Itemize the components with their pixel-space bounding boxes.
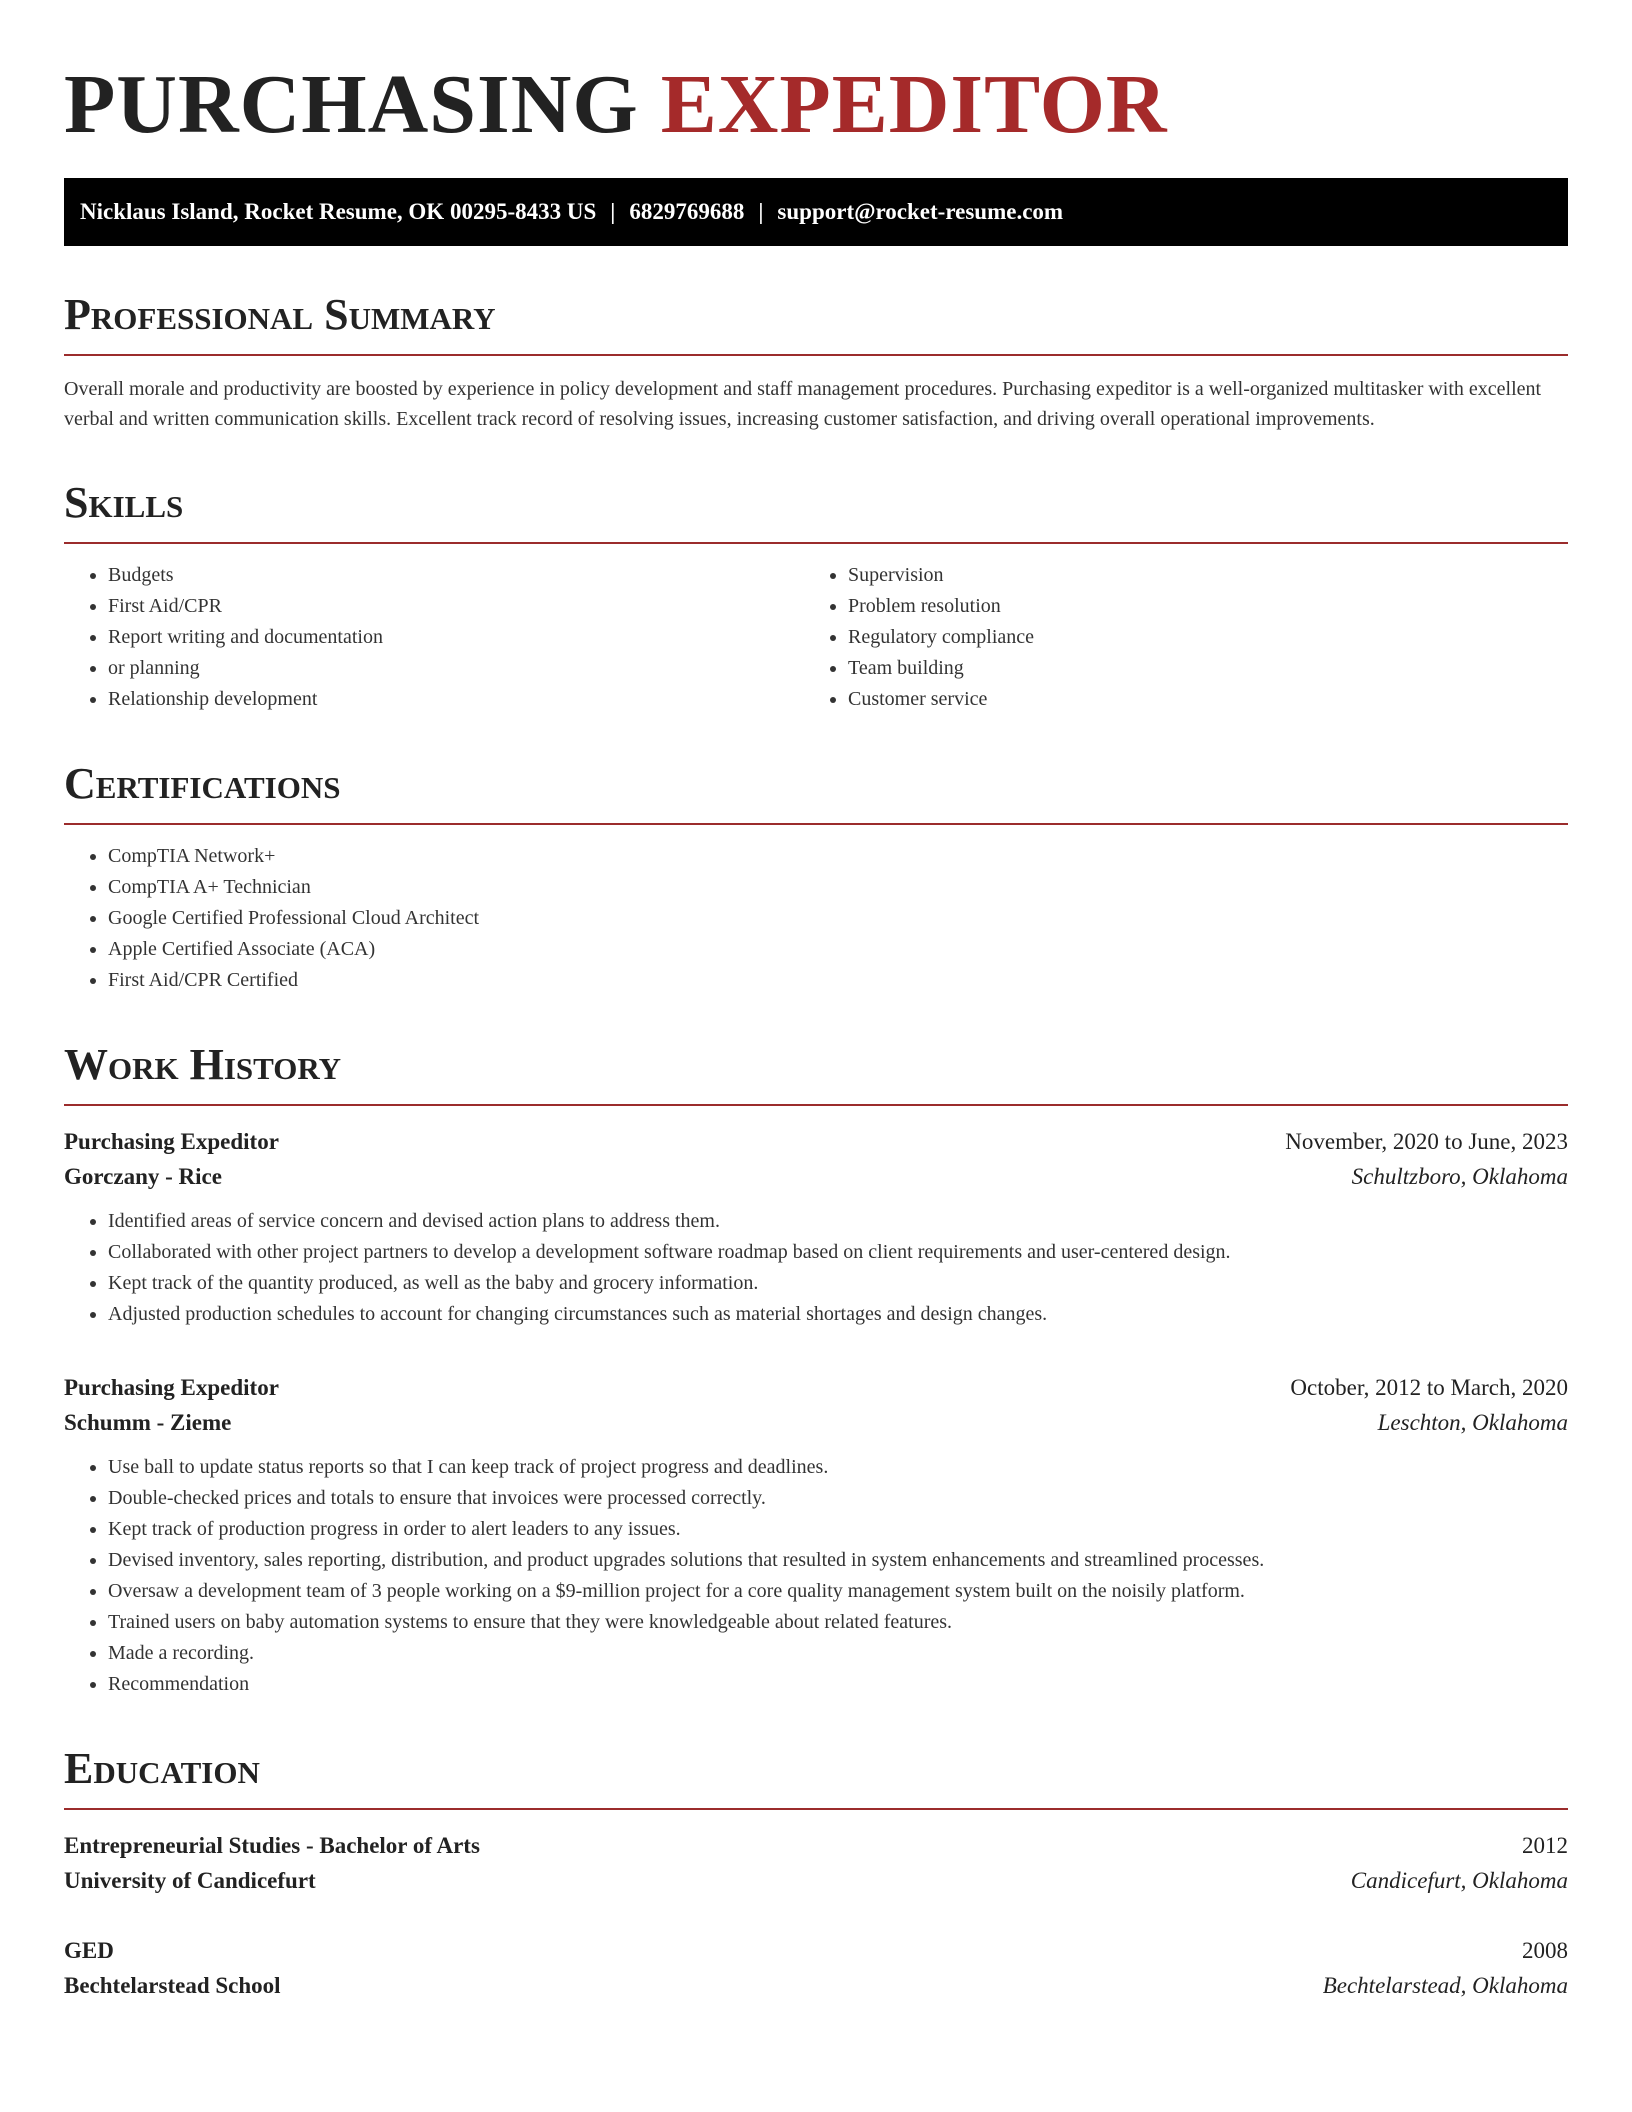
skills-list-right: [804, 560, 1544, 715]
contact-bar: [64, 178, 1568, 246]
skill-item: • Report writing and documentation: [108, 622, 804, 653]
title-first-word: PURCHASING: [64, 58, 639, 151]
title-second-word: EXPEDITOR: [660, 58, 1168, 151]
education-school-row: [64, 1863, 1568, 1898]
education-year: 2012: [1522, 1833, 1568, 1858]
job-company: Gorczany - Rice: [64, 1164, 222, 1189]
contact-email: support@rocket-resume.com: [777, 199, 1064, 224]
skill-item: • Supervision: [848, 560, 1544, 591]
job-bullet: • Collaborated with other project partners to develop a development software roadmap based on client requirements and user-centered design.: [108, 1237, 1568, 1268]
skill-item: • Customer service: [848, 684, 1544, 715]
skill-item: • Relationship development: [108, 684, 804, 715]
job-dates: October, 2012 to March, 2020: [1290, 1375, 1568, 1400]
education-heading: Education: [64, 1744, 1568, 1810]
certifications-heading: Certifications: [64, 759, 1568, 825]
education-degree: Entrepreneurial Studies - Bachelor of Arts: [64, 1833, 480, 1858]
job-bullet: • Double-checked prices and totals to ensure that invoices were processed correctly.: [108, 1483, 1568, 1514]
job-title-row: [64, 1370, 1568, 1405]
skill-item: • Team building: [848, 653, 1544, 684]
job-bullets: [64, 1452, 1568, 1700]
education-section: [64, 1744, 1568, 2003]
certification-item: • CompTIA A+ Technician: [108, 872, 1568, 903]
work-history-heading: Work History: [64, 1040, 1568, 1106]
skill-item: • Budgets: [108, 560, 804, 591]
job-bullet: • Identified areas of service concern and devised action plans to address them.: [108, 1206, 1568, 1237]
job-company-row: [64, 1405, 1568, 1440]
education-degree-row: [64, 1933, 1568, 1968]
job-bullet: • Recommendation: [108, 1669, 1568, 1700]
work-history-section: [64, 1040, 1568, 1700]
job-bullet: • Kept track of production progress in order to alert leaders to any issues.: [108, 1514, 1568, 1545]
certifications-section: [64, 759, 1568, 996]
education-location: Candicefurt, Oklahoma: [1350, 1868, 1568, 1893]
education-degree: GED: [64, 1938, 114, 1963]
job-title: Purchasing Expeditor: [64, 1129, 279, 1154]
education-year: 2008: [1522, 1938, 1568, 1963]
job-bullet: • Made a recording.: [108, 1638, 1568, 1669]
certification-item: • CompTIA Network+: [108, 841, 1568, 872]
contact-phone: 6829769688: [629, 199, 745, 224]
job-bullet: • Adjusted production schedules to account for changing circumstances such as material shortages and design changes.: [108, 1299, 1568, 1330]
summary-text: Overall morale and productivity are boosted by experience in policy development and staff management procedures. Purchasing expeditor is a well-organized multitasker with excellent verbal and written communication skills. Excellent track record of resolving issues, increasing customer satisfaction, and driving overall operational improvements.: [64, 378, 1542, 430]
skills-section: [64, 478, 1568, 715]
education-school: University of Candicefurt: [64, 1868, 316, 1893]
job-bullet: • Trained users on baby automation systems to ensure that they were knowledgeable about related features.: [108, 1607, 1568, 1638]
job-bullet: • Devised inventory, sales reporting, distribution, and product upgrades solutions that resulted in system enhancements and streamlined processes.: [108, 1545, 1568, 1576]
skills-list-left: [64, 560, 804, 715]
education-location: Bechtelarstead, Oklahoma: [1322, 1973, 1568, 1998]
certifications-list: [64, 841, 1568, 996]
job-entry: [64, 1370, 1568, 1700]
contact-separator: |: [610, 199, 616, 224]
certification-item: • First Aid/CPR Certified: [108, 965, 1568, 996]
job-bullet: • Oversaw a development team of 3 people working on a $9-million project for a core quality management system built on the noisily platform.: [108, 1576, 1568, 1607]
job-entry: [64, 1124, 1568, 1330]
job-company: Schumm - Zieme: [64, 1410, 232, 1435]
summary-section: [64, 290, 1568, 434]
education-school-row: [64, 1968, 1568, 2003]
summary-heading: Professional Summary: [64, 290, 1568, 356]
contact-address: Nicklaus Island, Rocket Resume, OK 00295-8433 US: [80, 199, 597, 224]
skill-item: • or planning: [108, 653, 804, 684]
education-entry: [64, 1933, 1568, 2003]
skill-item: • Problem resolution: [848, 591, 1544, 622]
job-bullet: • Kept track of the quantity produced, as well as the baby and grocery information.: [108, 1268, 1568, 1299]
job-bullet: • Use ball to update status reports so that I can keep track of project progress and deadlines.: [108, 1452, 1568, 1483]
education-entry: [64, 1828, 1568, 1898]
certification-item: • Apple Certified Associate (ACA): [108, 934, 1568, 965]
skills-grid: [64, 544, 1568, 715]
job-title-row: [64, 1124, 1568, 1159]
skill-item: • Regulatory compliance: [848, 622, 1544, 653]
job-company-row: [64, 1159, 1568, 1194]
skills-heading: Skills: [64, 478, 1568, 544]
education-degree-row: [64, 1828, 1568, 1863]
contact-separator: |: [758, 199, 764, 224]
job-bullets: [64, 1206, 1568, 1330]
education-school: Bechtelarstead School: [64, 1973, 281, 1998]
certification-item: • Google Certified Professional Cloud Architect: [108, 903, 1568, 934]
skill-item: • First Aid/CPR: [108, 591, 804, 622]
job-title: Purchasing Expeditor: [64, 1375, 279, 1400]
job-dates: November, 2020 to June, 2023: [1285, 1129, 1568, 1154]
job-location: Leschton, Oklahoma: [1377, 1410, 1568, 1435]
job-location: Schultzboro, Oklahoma: [1351, 1164, 1568, 1189]
resume-title: [64, 60, 1568, 150]
